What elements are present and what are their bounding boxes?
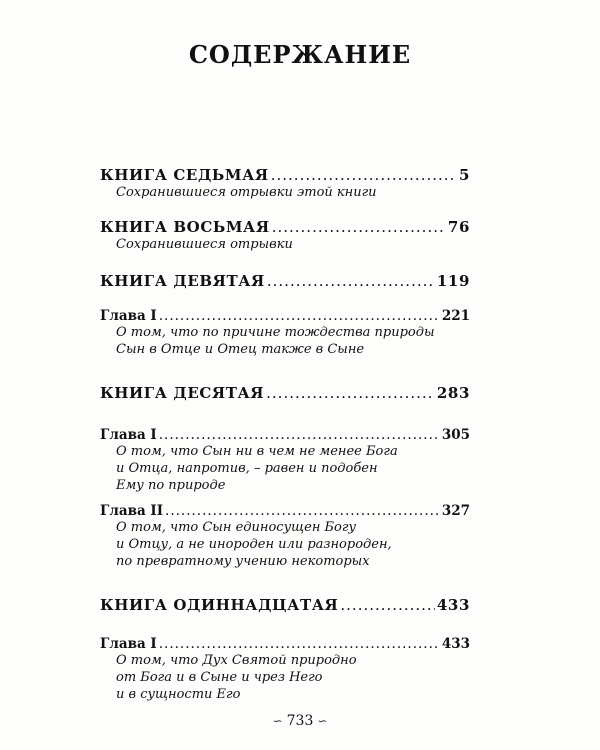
description-line: Ему по природе xyxy=(116,478,226,493)
toc-entry-chapter xyxy=(100,427,470,494)
entry-page-number: 5 xyxy=(458,166,470,184)
toc-row[interactable] xyxy=(100,503,470,519)
page-title: СОДЕРЖАНИЕ xyxy=(188,40,412,69)
entry-page-number: 327 xyxy=(441,503,470,519)
entry-page-number: 283 xyxy=(436,384,470,402)
toc-entry-book-10 xyxy=(100,384,470,402)
description-line: Сохранившиеся отрывки этой книги xyxy=(116,185,377,200)
entry-page-number: 433 xyxy=(436,596,470,614)
toc-entry-chapter xyxy=(100,503,470,570)
dot-leader xyxy=(165,503,440,519)
toc-entry-book-8 xyxy=(100,218,470,253)
entry-title: КНИГА ДЕВЯТАЯ xyxy=(100,272,265,290)
dot-leader xyxy=(271,166,457,184)
toc-row[interactable] xyxy=(100,596,470,614)
description-line: О том, что Сын ни в чем не менее Бога xyxy=(116,444,398,459)
entry-page-number: 76 xyxy=(447,218,470,236)
description-line: О том, что Сын единосущен Богу xyxy=(116,520,356,535)
toc-row[interactable] xyxy=(100,166,470,184)
description-line: О том, что по причине тождества природы xyxy=(116,325,435,340)
entry-title: КНИГА СЕДЬМАЯ xyxy=(100,166,269,184)
entry-description xyxy=(116,519,470,570)
dot-leader xyxy=(267,272,435,290)
entry-title: Глава II xyxy=(100,503,164,519)
toc-row[interactable] xyxy=(100,272,470,290)
toc-entry-book-7 xyxy=(100,166,470,201)
description-line: и Отца, напротив, – равен и подобен xyxy=(116,461,378,476)
entry-description xyxy=(116,652,470,703)
toc-row[interactable] xyxy=(100,308,470,324)
entry-description xyxy=(116,443,470,494)
entry-description xyxy=(116,184,470,201)
entry-description xyxy=(116,324,470,358)
entry-title: Глава I xyxy=(100,636,157,652)
entry-title: КНИГА ОДИННАДЦАТАЯ xyxy=(100,596,339,614)
description-line: О том, что Дух Святой природно xyxy=(116,653,357,668)
entry-description xyxy=(116,236,470,253)
dot-leader xyxy=(159,636,440,652)
entry-title: Глава I xyxy=(100,427,157,443)
toc-entry-book-11 xyxy=(100,596,470,614)
page-folio xyxy=(0,713,600,729)
toc-entry-book-9 xyxy=(100,272,470,290)
description-line: и Отцу, а не инороден или разнороден, xyxy=(116,537,392,552)
dot-leader xyxy=(272,218,446,236)
toc-row[interactable] xyxy=(100,218,470,236)
toc-row[interactable] xyxy=(100,384,470,402)
entry-page-number: 305 xyxy=(441,427,470,443)
entry-title: КНИГА ВОСЬМАЯ xyxy=(100,218,270,236)
entry-page-number: 433 xyxy=(441,636,470,652)
entry-page-number: 119 xyxy=(436,272,470,290)
dot-leader xyxy=(159,427,440,443)
description-line: от Бога и в Сыне и чрез Него xyxy=(116,670,323,685)
ornament-left-icon: ∽ xyxy=(272,714,283,728)
toc-row[interactable] xyxy=(100,636,470,652)
description-line: Сохранившиеся отрывки xyxy=(116,237,293,252)
description-line: по превратному учению некоторых xyxy=(116,554,370,569)
description-line: и в сущности Его xyxy=(116,687,241,702)
page-number: 733 xyxy=(286,713,314,729)
entry-title: КНИГА ДЕСЯТАЯ xyxy=(100,384,265,402)
ornament-right-icon: ∽ xyxy=(317,714,328,728)
dot-leader xyxy=(340,596,434,614)
dot-leader xyxy=(266,384,435,402)
toc-entry-chapter xyxy=(100,636,470,703)
entry-page-number: 221 xyxy=(441,308,470,324)
toc-entry-chapter xyxy=(100,308,470,358)
entry-title: Глава I xyxy=(100,308,157,324)
description-line: Сын в Отце и Отец также в Сыне xyxy=(116,342,365,357)
table-of-contents xyxy=(100,166,470,703)
dot-leader xyxy=(159,308,440,324)
toc-row[interactable] xyxy=(100,427,470,443)
